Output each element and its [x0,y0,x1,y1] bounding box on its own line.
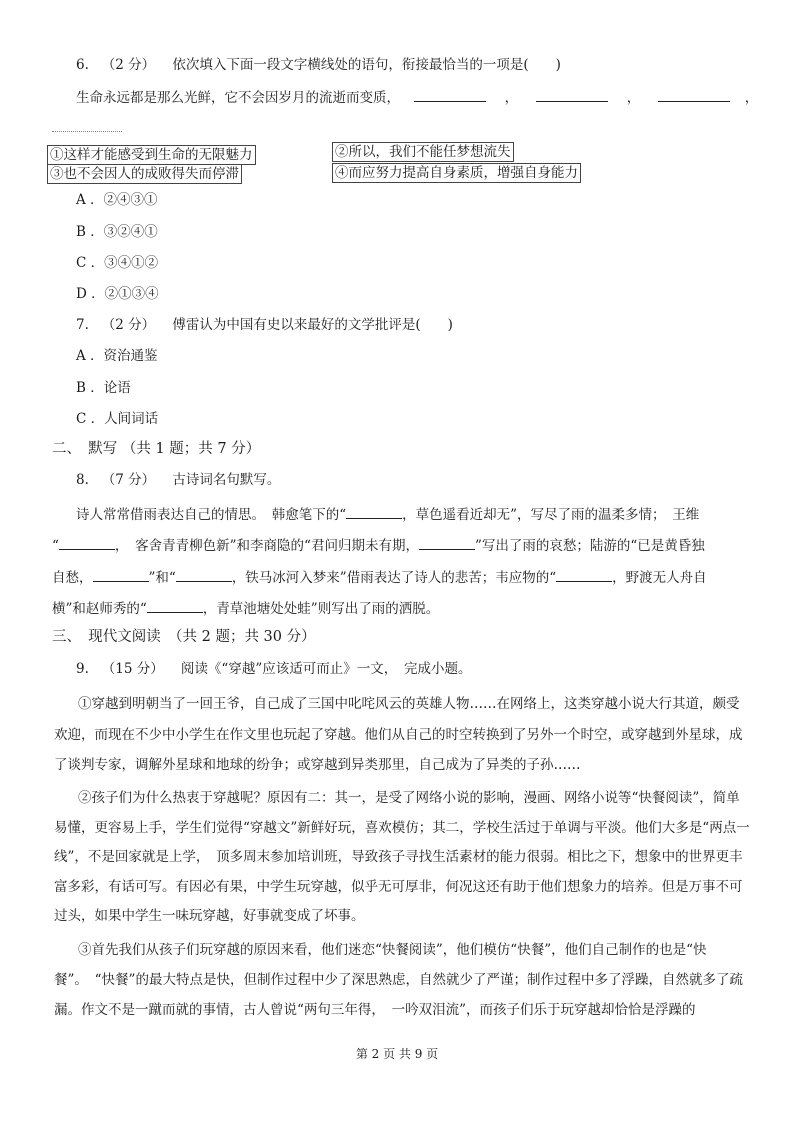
q6-blank-3[interactable] [658,87,730,102]
q9-paragraph-3: ③首先我们从孩子们玩穿越的原因来看，他们迷恋“快餐阅读”，他们模仿“快餐”，他们自己制作的也是“快餐”。 “快餐”的最大特点是快，但制作过程中少了深思熟虑，自然就少了严谨；制作过程中多了浮躁，自然就多了疏漏。作文不是一蹴而就的事情，古人曾说“两句三年得， 一吟双泪流”，而孩子们乐于玩穿越却恰恰是浮躁的 [54,942,743,1018]
q9-score: （15 分） [101,661,164,677]
q8-text-3c: ，铁马冰河入梦来”借雨表达了诗人的悲苦；韦应物的“ [231,570,557,586]
q6-comma-1: ， [504,90,519,106]
q6-option-d[interactable]: D ．②①③④ [76,286,159,302]
q8-text-4b: ，青草池塘处处蛙”则写出了雨的洒脱。 [202,601,440,617]
q8-blank-2[interactable] [59,535,115,550]
q6-option-box-3: ③也不会因人的成败得失而停滞 [47,164,242,184]
q8-stem: 古诗词名句默写。 [172,472,281,488]
q6-option-a[interactable]: A ．②④③① [76,192,158,208]
q7-header [76,315,453,335]
q8-text-3a: 自愁， [52,570,93,586]
q7-score: （2 分） [101,317,156,333]
q8-line-1 [76,504,699,525]
q8-text-1b: ，草色遥看近却无”，写尽了雨的温柔多情； 王维 [402,507,700,523]
q8-header [76,470,280,490]
q6-stem: 依次填入下面一段文字横线处的语句，衔接最恰当的一项是( ) [172,57,561,73]
q7-number: 7. [76,317,89,333]
q7-option-b[interactable]: B ．论语 [76,380,131,396]
q8-score: （7 分） [101,472,156,488]
q9-paragraph-1: ①穿越到明朝当了一回王爷，自己成了三国中叱咤风云的英雄人物……在网络上，这类穿越小说大行其道，颇受欢迎，而现在不少中小学生在作文里也玩起了穿越。他们从自己的时空转换到了另外一个时空，或穿越到外星球，成了谈判专家，调解外星球和地球的纷争；或穿越到异类那里，自己成为了异类的子孙…… [54,696,743,773]
section-2-title: 二、 默写 （共 1 题；共 7 分） [52,441,261,457]
q6-option-c[interactable]: C ．③④①② [76,255,159,271]
q6-option-box-1: ①这样才能感受到生命的无限魅力 [47,145,256,165]
q8-blank-4[interactable] [93,567,149,582]
q9-paragraph-2: ②孩子们为什么热衷于穿越呢？原因有二：其一，是受了网络小说的影响，漫画、网络小说等“快餐阅读”，简单易懂，更容易上手，学生们觉得“穿越文”新鲜好玩，喜欢模仿；其二，学校生活过于单调与平淡。他们大多是“两点一线”，不是回家就是上学， 顶多周末参加培训班，导致孩子寻找生活素材的能力很弱。相比之下，想象中的世界更丰富多彩，有话可写。有因必有果，中学生玩穿越，似乎无可厚非，何况这还有助于他们想象力的培养。但是万事不可过头，如果中学生一味玩穿越，好事就变成了坏事。 [54,790,750,924]
q8-blank-1[interactable] [346,504,402,519]
q6-comma-2: ， [626,90,641,106]
q8-text-2c: ”写出了雨的哀愁；陆游的“已是黄昏独 [474,538,705,554]
q6-number: 6. [76,57,89,73]
q9-stem: 阅读《“穿越”应该适可而止》一文， 完成小题。 [180,661,472,677]
q6-option-box-4: ④而应努力提高自身素质，增强自身能力 [332,163,581,183]
q8-text-2a: “ [52,538,59,554]
q8-number: 8. [76,472,89,488]
page-footer: 第 2 页 共 9 页 [355,1047,439,1061]
q8-text-1a: 诗人常常借雨表达自己的情思。 韩愈笔下的“ [76,507,347,523]
q8-line-4 [52,598,439,619]
q6-option-box-2: ②所以，我们不能任梦想流失 [332,142,514,162]
section-3-title: 三、 现代文阅读 （共 2 题；共 30 分） [52,629,316,645]
q6-divider [52,131,122,132]
q9-number: 9. [76,661,89,677]
q7-option-c[interactable]: C ．人间词话 [76,411,159,427]
q6-header [76,55,561,75]
q6-blank-2[interactable] [536,87,608,102]
q9-header [76,659,471,679]
q6-passage-text: 生命永远都是那么光鲜，它不会因岁月的流逝而变质， [76,90,400,106]
q6-comma-3: ， [744,90,759,106]
q8-blank-7[interactable] [147,598,203,613]
q7-stem: 傅雷认为中国有史以来最好的文学批评是( ) [172,317,453,333]
q8-text-2b: ， 客舍青青柳色新”和李商隐的“君问归期未有期， [114,538,419,554]
q8-text-4a: 横”和赵师秀的“ [52,601,147,617]
q8-blank-3[interactable] [419,535,475,550]
q6-option-b[interactable]: B ．③②④① [76,224,158,240]
q6-blank-1[interactable] [414,87,486,102]
q8-text-3d: ，野渡无人舟自 [612,570,707,586]
q8-line-2 [52,535,705,556]
q8-text-3b: ”和“ [148,570,176,586]
q8-line-3 [52,567,707,588]
q8-blank-6[interactable] [556,567,612,582]
q7-option-a[interactable]: A ．资治通鉴 [76,348,158,364]
q6-score: （2 分） [101,57,156,73]
q6-passage [76,87,758,108]
q8-blank-5[interactable] [176,567,232,582]
